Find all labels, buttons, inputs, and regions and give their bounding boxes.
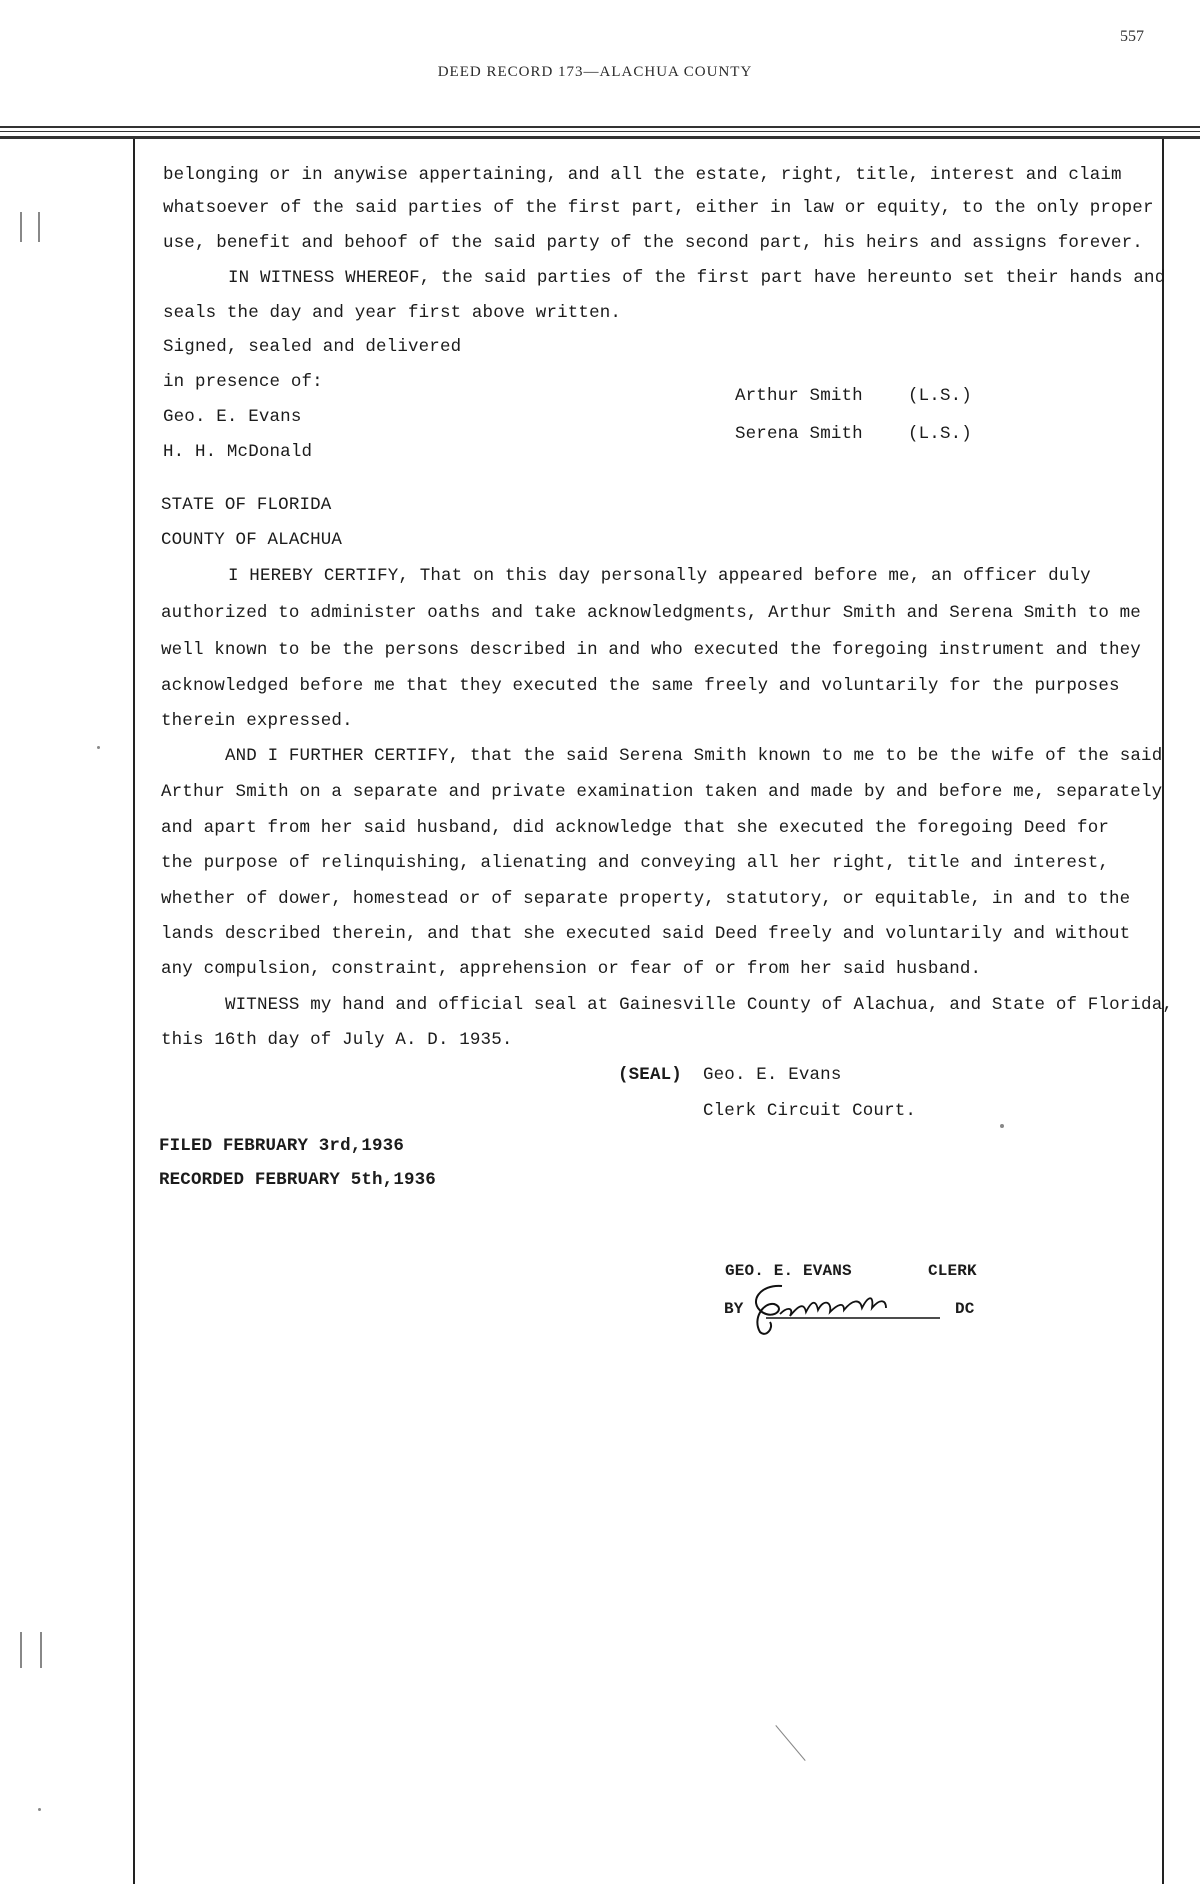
witness-name: Geo. E. Evans: [163, 407, 302, 427]
clerk-label: CLERK: [928, 1262, 977, 1280]
grantor-seal: (L.S.): [908, 386, 972, 406]
filed-date: FILED FEBRUARY 3rd,1936: [159, 1136, 404, 1156]
scan-mark: [38, 1808, 41, 1811]
by-label: BY: [724, 1300, 744, 1318]
witness-name: H. H. McDonald: [163, 442, 313, 462]
county-heading: COUNTY OF ALACHUA: [161, 530, 343, 550]
signature-scribble: [740, 1278, 970, 1338]
deed-line: seals the day and year first above written.: [163, 303, 622, 323]
left-margin-line: [133, 139, 135, 1884]
scan-mark: [1000, 1124, 1004, 1128]
signed-sealed-line: Signed, sealed and delivered: [163, 337, 462, 357]
officer-title: Clerk Circuit Court.: [703, 1101, 917, 1121]
state-heading: STATE OF FLORIDA: [161, 495, 332, 515]
header-rule-top: [0, 126, 1200, 128]
page-number: 557: [1120, 28, 1144, 45]
grantor-seal: (L.S.): [908, 424, 972, 444]
deputy-clerk-signature: [740, 1278, 970, 1343]
scan-mark: [40, 1632, 42, 1668]
further-certify-line: lands described therein, and that she executed said Deed freely and voluntarily and without: [161, 924, 1131, 944]
certify-line: therein expressed.: [161, 711, 353, 731]
dc-label: DC: [955, 1300, 975, 1318]
scan-mark: [38, 212, 40, 242]
clerk-name: GEO. E. EVANS: [725, 1262, 852, 1280]
scan-mark: [97, 746, 100, 749]
officer-name: Geo. E. Evans: [703, 1065, 842, 1085]
official-seal-label: (SEAL): [618, 1065, 682, 1085]
further-certify-line: any compulsion, constraint, apprehension or fear of or from her said husband.: [161, 959, 982, 979]
deed-line: whatsoever of the said parties of the first part, either in law or equity, to the only proper: [163, 198, 1154, 218]
further-certify-line: the purpose of relinquishing, alienating and conveying all her right, title and interest,: [161, 853, 1110, 873]
header-rule-bottom: [0, 136, 1200, 139]
witness-seal-line: WITNESS my hand and official seal at Gainesville County of Alachua, and State of Florida,: [225, 995, 1174, 1015]
grantor-name: Serena Smith: [735, 424, 863, 444]
header-rule-middle: [0, 131, 1200, 132]
page-title: DEED RECORD 173—ALACHUA COUNTY: [437, 64, 753, 80]
scan-mark: [775, 1725, 805, 1761]
grantor-name: Arthur Smith: [735, 386, 863, 406]
deed-line: IN WITNESS WHEREOF, the said parties of the first part have hereunto set their hands and: [228, 268, 1166, 288]
further-certify-line: AND I FURTHER CERTIFY, that the said Serena Smith known to me to be the wife of the said: [225, 746, 1163, 766]
certify-line: well known to be the persons described in and who executed the foregoing instrument and they: [161, 640, 1141, 660]
further-certify-line: and apart from her said husband, did acknowledge that she executed the foregoing Deed for: [161, 818, 1110, 838]
deed-line: belonging or in anywise appertaining, and all the estate, right, title, interest and claim: [163, 165, 1122, 185]
further-certify-line: whether of dower, homestead or of separate property, statutory, or equitable, in and to the: [161, 889, 1131, 909]
further-certify-line: Arthur Smith on a separate and private examination taken and made by and before me, separately: [161, 782, 1163, 802]
certify-line: acknowledged before me that they executed the same freely and voluntarily for the purposes: [161, 676, 1120, 696]
witness-seal-line: this 16th day of July A. D. 1935.: [161, 1030, 513, 1050]
recorded-date: RECORDED FEBRUARY 5th,1936: [159, 1170, 436, 1190]
scan-mark: [20, 212, 22, 242]
certify-line: I HEREBY CERTIFY, That on this day personally appeared before me, an officer duly: [228, 566, 1091, 586]
scan-mark: [20, 1632, 22, 1668]
presence-line: in presence of:: [163, 372, 323, 392]
deed-line: use, benefit and behoof of the said party of the second part, his heirs and assigns forever.: [163, 233, 1143, 253]
certify-line: authorized to administer oaths and take acknowledgments, Arthur Smith and Serena Smith to me: [161, 603, 1141, 623]
